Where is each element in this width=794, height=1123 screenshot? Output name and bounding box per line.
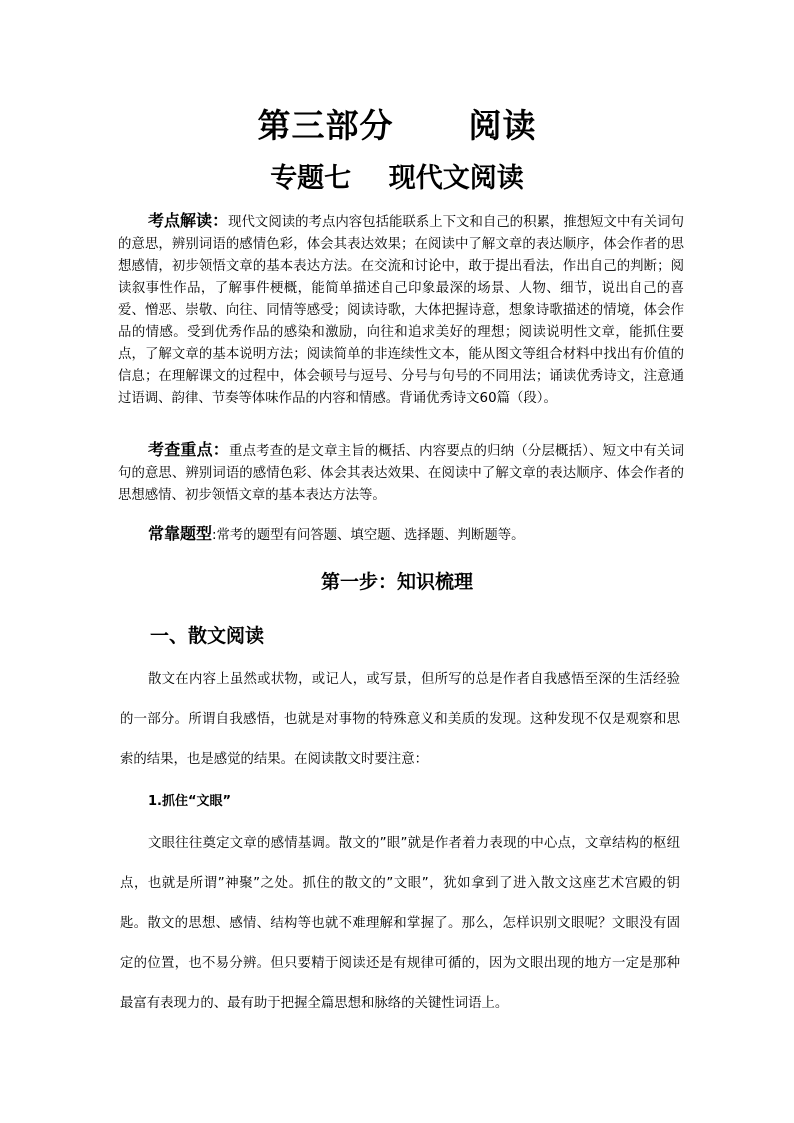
tixing-label: 常靠题型 [148, 524, 213, 543]
zhongdian-label: 考查重点： [148, 440, 229, 459]
kaodian-label: 考点解读： [148, 211, 229, 230]
part-title: 第三部分 阅读 [257, 106, 537, 145]
section-title: 一、散文阅读 [150, 625, 265, 647]
sub-title: 1.抓住“文眼” [148, 794, 232, 809]
intro-paragraph: 散文在内容上虽然或状物，或记人，或写景，但所写的总是作者自我感悟至深的生活经验的一部分。所谓自我感悟，也就是对事物的特殊意义和美质的发现。这种发现不仅是观察和思索的结果，也是感觉的结果。在阅读散文时要注意： [120, 672, 680, 767]
tixing-text: :常考的题型有问答题、填空题、选择题、判断题等。 [212, 528, 525, 543]
kaodian-text: 现代文阅读的考点内容包括能联系上下文和自己的积累，推想短文中有关词句的意思，辨别词语的感情色彩，体会其表达效果；在阅读中了解文章的表达顺序，体会作者的思想感情，初步领悟文章的基本表达方法。在交流和讨论中，敢于提出看法，作出自己的判断；阅读叙事性作品，了解事件梗概，能简单描述自己印象最深的场景、人物、细节，说出自己的喜爱、憎恶、崇敬、向往、同情等感受；阅读诗歌，大体把握诗意，想象诗歌描述的情境，体会作品的情感。受到优秀作品的感染和激励，向往和追求美好的理想；阅读说明性文章，能抓住要点，了解文章的基本说明方法；阅读简单的非连续性文本，能从图文等组合材料中找出有价值的信息；在理解课文的过程中，体会顿号与逗号、分号与句号的不同用法；诵读优秀诗文，注意通过语调、韵律、节奏等体味作品的内容和情感。背诵优秀诗文60篇（段）。 [118, 215, 684, 406]
kaodian-paragraph [118, 210, 684, 410]
zhongdian-text: 重点考查的是文章主旨的概括、内容要点的归纳（分层概括）、短文中有关词句的意思、辨别词语的感情色彩、体会其表达效果、在阅读中了解文章的表达顺序、体会作者的思想感情、初步领悟文章的基本表达方法等。 [118, 444, 684, 503]
step-title: 第一步：知识梳理 [320, 571, 473, 593]
wenyan-paragraph: 文眼往往奠定文章的感情基调。散文的”眼”就是作者着力表现的中心点，文章结构的枢纽点，也就是所谓”神聚”之处。抓住的散文的”文眼”，犹如拿到了进入散文这座艺术宫殿的钥匙。散文的思想、感情、结构等也就不难理解和掌握了。那么，怎样识别文眼呢？文眼没有固定的位置，也不易分辨。但只要精于阅读还是有规律可循的，因为文眼出现的地方一定是那种最富有表现力的、最有助于把握全篇思想和脉络的关键性词语上。 [120, 836, 680, 1011]
zhongdian-paragraph [118, 439, 684, 507]
tixing-paragraph [118, 523, 684, 547]
topic-title: 专题七 现代文阅读 [270, 163, 524, 194]
